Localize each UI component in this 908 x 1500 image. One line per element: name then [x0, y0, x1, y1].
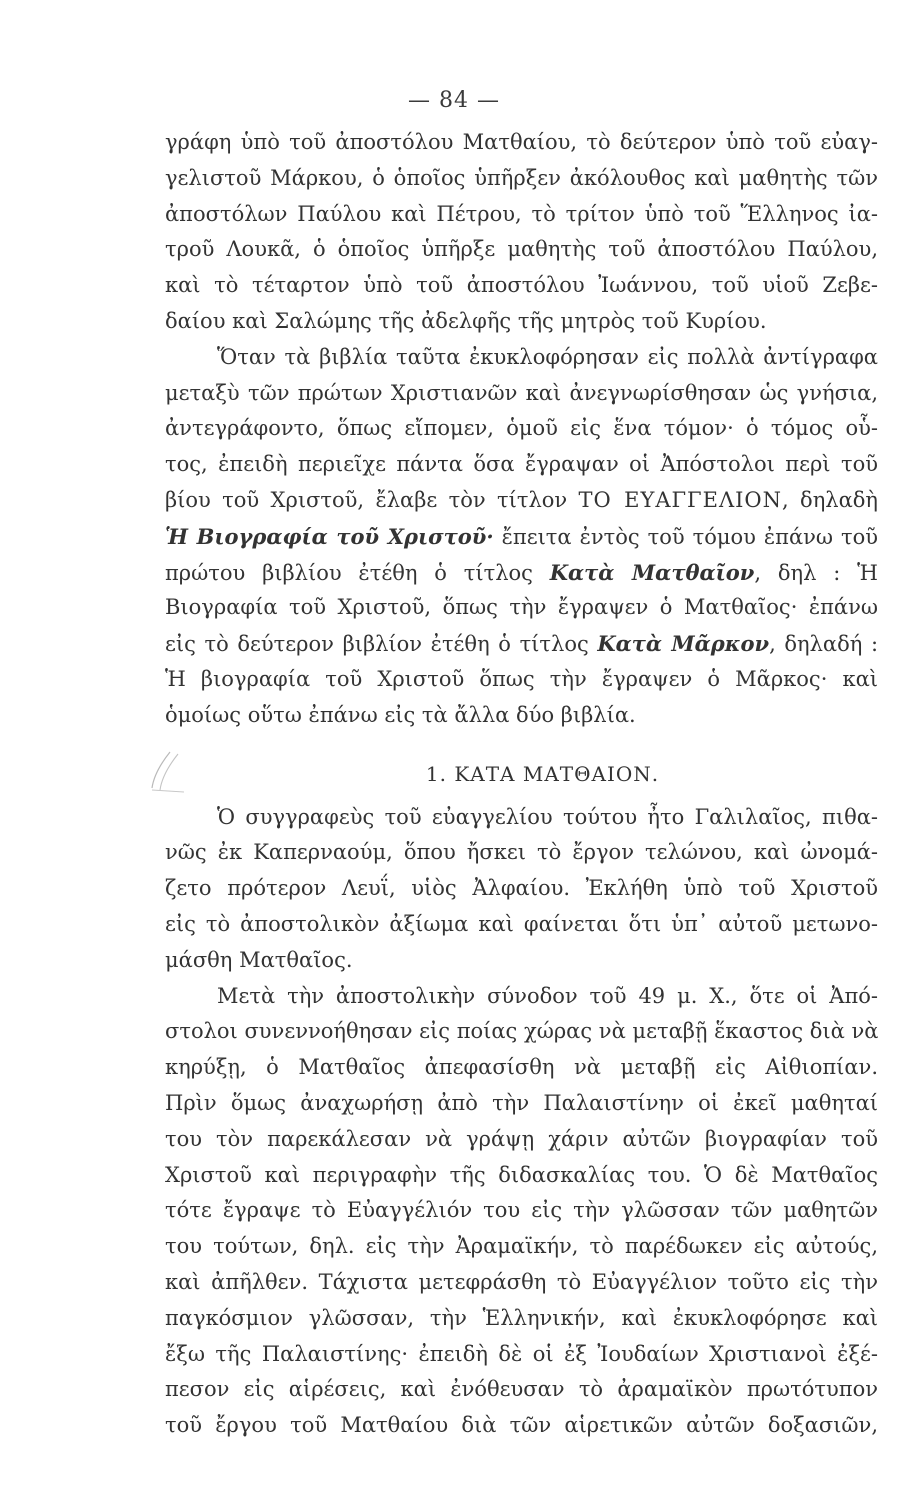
- text-line: εἰς τὸ ἀποστολικὸν ἀξίωμα καὶ φαίνεται ὅτι ὑπ᾽ αὐτοῦ μετωνο-: [165, 911, 878, 936]
- text-fragment: βίου τοῦ Χριστοῦ, ἔλαβε τὸν τίτλον: [165, 487, 579, 512]
- text-line: [165, 626, 878, 662]
- text-line: Ἡ βιογραφία τοῦ Χριστοῦ ὅπως τὴν ἔγραψεν ὁ Μᾶρκος· καὶ: [165, 666, 878, 691]
- text-line: [165, 483, 878, 519]
- bold-title: Κατὰ Ματθαῖον: [549, 559, 755, 585]
- text-line: τότε ἔγραψε τὸ Εὐαγγέλιόν του εἰς τὴν γλῶσσαν τῶν μαθητῶν: [165, 1198, 878, 1223]
- bold-title: Κατὰ Μᾶρκον: [597, 631, 770, 657]
- text-line: μεταξὺ τῶν πρώτων Χριστιανῶν καὶ ἀνεγνωρίσθησαν ὡς γνήσια,: [165, 380, 878, 405]
- text-line: ἔξω τῆς Παλαιστίνης· ἐπειδὴ δὲ οἱ ἐξ Ἰουδαίων Χριστιανοὶ ἐξέ-: [165, 1341, 878, 1366]
- text-line: ζετο πρότερον Λευΐ, υἱὸς Ἀλφαίου. Ἐκλήθη ὑπὸ τοῦ Χριστοῦ: [165, 876, 878, 901]
- text-line: παγκόσμιον γλῶσσαν, τὴν Ἑλληνικήν, καὶ ἐκυκλοφόρησε καὶ: [165, 1305, 878, 1330]
- body-text: [165, 125, 878, 1444]
- text-line: ἀντεγράφοντο, ὅπως εἴπομεν, ὁμοῦ εἰς ἕνα τόμον· ὁ τόμος οὗ-: [165, 416, 878, 441]
- text-line: του τὸν παρεκάλεσαν νὰ γράψῃ χάριν αὐτῶν βιογραφίαν τοῦ: [165, 1126, 878, 1151]
- text-line: Βιογραφία τοῦ Χριστοῦ, ὅπως τὴν ἔγραψεν ὁ Ματθαῖος· ἐπάνω: [165, 595, 878, 620]
- section-heading: 1. ΚΑΤΑ ΜΑΤΘΑΙΟΝ.: [425, 761, 660, 786]
- text-line: [165, 555, 878, 591]
- gospel-title-caps: ΤΟ ΕΥΑΓΓΕΛΙΟΝ: [578, 487, 783, 512]
- text-line: ἀποστόλων Παύλου καὶ Πέτρου, τὸ τρίτον ὑπὸ τοῦ Ἕλληνος ἰα-: [165, 201, 878, 226]
- text-line: καὶ τὸ τέταρτον ὑπὸ τοῦ ἀποστόλου Ἰωάννου, τοῦ υἱοῦ Ζεβε-: [165, 273, 878, 298]
- text-line: τοῦ ἔργου τοῦ Ματθαίου διὰ τῶν αἱρετικῶν αὐτῶν δοξασιῶν,: [165, 1413, 878, 1438]
- text-line: γελιστοῦ Μάρκου, ὁ ὁποῖος ὑπῆρξεν ἀκόλουθος καὶ μαθητὴς τῶν: [165, 165, 878, 190]
- text-fragment: εἰς τὸ δεύτερον βιβλίον ἐτέθη ὁ τίτλος: [165, 632, 598, 657]
- text-line: γράφη ὑπὸ τοῦ ἀποστόλου Ματθαίου, τὸ δεύτερον ὑπὸ τοῦ εὐαγ-: [165, 130, 878, 154]
- text-line: νῶς ἐκ Καπερναούμ, ὅπου ἤσκει τὸ ἔργον τελώνου, καὶ ὠνομά-: [165, 840, 878, 865]
- text-fragment: , δηλαδὴ: [782, 487, 878, 512]
- text-fragment: ἔπειτα ἐντὸς τοῦ τόμου ἐπάνω τοῦ: [493, 524, 879, 549]
- text-line: τος, ἐπειδὴ περιεῖχε πάντα ὅσα ἔγραψαν οἱ Ἀπόστολοι περὶ τοῦ: [165, 452, 878, 477]
- text-line: Πρὶν ὅμως ἀναχωρήσῃ ἀπὸ τὴν Παλαιστίνην οἱ ἐκεῖ μαθηταί: [165, 1090, 878, 1115]
- text-line: Ὅταν τὰ βιβλία ταῦτα ἐκυκλοφόρησαν εἰς πολλὰ ἀντίγραφα: [217, 344, 878, 369]
- text-line: [165, 519, 878, 555]
- text-line: Χριστοῦ καὶ περιγραφὴν τῆς διδασκαλίας του. Ὁ δὲ Ματθαῖος: [165, 1162, 878, 1187]
- text-line: Ὁ συγγραφεὺς τοῦ εὐαγγελίου τούτου ἦτο Γαλιλαῖος, πιθα-: [217, 804, 878, 829]
- text-line: ὁμοίως οὕτω ἐπάνω εἰς τὰ ἄλλα δύο βιβλία.: [165, 702, 636, 727]
- text-fragment: πρώτου βιβλίου ἐτέθη ὁ τίτλος: [165, 560, 550, 585]
- bold-title: Ἡ Βιογραφία τοῦ Χριστοῦ·: [165, 523, 494, 549]
- text-fragment: , δηλαδή :: [769, 632, 879, 657]
- text-line: μάσθη Ματθαῖος.: [165, 947, 353, 972]
- page-number: — 84 —: [408, 88, 500, 113]
- text-line: δαίου καὶ Σαλώμης τῆς ἀδελφῆς τῆς μητρὸς τοῦ Κυρίου.: [165, 308, 767, 333]
- text-line: στολοι συνεννοήθησαν εἰς ποίας χώρας νὰ μεταβῇ ἕκαστος διὰ νὰ: [165, 1019, 879, 1044]
- text-line: κηρύξῃ, ὁ Ματθαῖος ἀπεφασίσθη νὰ μεταβῇ εἰς Αἰθιοπίαν.: [165, 1055, 878, 1080]
- text-fragment: , δηλ : Ἡ: [754, 560, 878, 585]
- text-line: του τούτων, δηλ. εἰς τὴν Ἀραμαϊκήν, τὸ παρέδωκεν εἰς αὐτούς,: [165, 1234, 878, 1259]
- text-line: καὶ ἀπῆλθεν. Τάχιστα μετεφράσθη τὸ Εὐαγγέλιον τοῦτο εἰς τὴν: [165, 1269, 878, 1294]
- text-line: τροῦ Λουκᾶ, ὁ ὁποῖος ὑπῆρξε μαθητὴς τοῦ ἀποστόλου Παύλου,: [165, 237, 878, 262]
- text-line: Μετὰ τὴν ἀποστολικὴν σύνοδον τοῦ 49 μ. Χ., ὅτε οἱ Ἀπό-: [217, 983, 878, 1008]
- text-line: πεσον εἰς αἱρέσεις, καὶ ἐνόθευσαν τὸ ἀραμαϊκὸν πρωτότυπον: [165, 1377, 878, 1402]
